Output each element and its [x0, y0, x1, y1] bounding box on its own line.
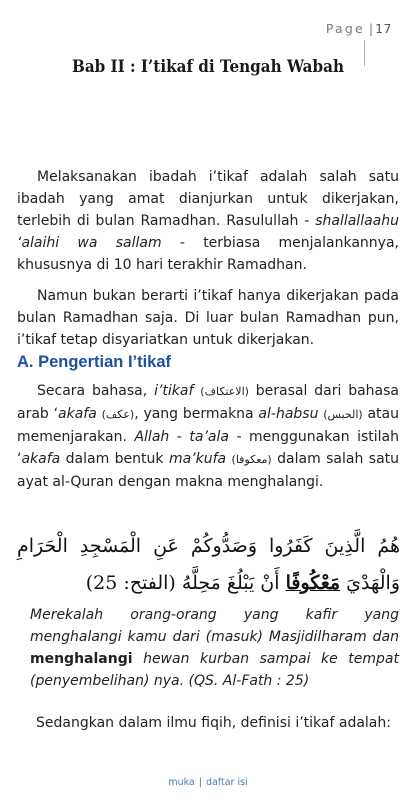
arabic-akafa: (عكف)	[101, 408, 135, 421]
s-text-6: dalam bentuk	[60, 451, 169, 467]
arabic-alhabsu: (الحبس)	[323, 408, 363, 421]
footer-separator: |	[198, 777, 202, 788]
page-number-header	[326, 21, 392, 36]
chapter-title: Bab II : I’tikaf di Tengah Wabah	[71, 57, 345, 76]
s-text-2: berasal dari bahasa arab ‘	[17, 383, 399, 422]
s-text-7: dalam salah satu ayat al-Quran dengan makna menghalangi.	[17, 451, 400, 490]
link-daftar-isi[interactable]: daftar isi	[205, 777, 248, 788]
closing-line: Sedangkan dalam ilmu fiqih, definisi i’tikaf adalah:	[36, 715, 391, 731]
link-muka[interactable]: muka	[168, 777, 195, 788]
translation-a: Merekalah orang-orang yang kafir yang menghalangi kamu dari (masuk) Masjidilharam dan	[30, 607, 399, 645]
verse-part-b: أَنْ يَبْلُغَ مَحِلَّهُ (الفتح: 25)	[85, 572, 286, 594]
footer-nav	[0, 777, 416, 788]
paragraph-ramadhan	[17, 285, 399, 351]
p1-text-a: Melaksanakan ibadah i’tikaf adalah salah satu ibadah yang amat dianjurkan untuk dikerjakan, terlebih di bulan Ramadhan. Rasulullah -	[17, 169, 399, 229]
s-text-5: - menggunakan istilah ‘	[17, 429, 399, 467]
p1-italic: shallallaahu ‘alaihi wa sallam	[17, 213, 399, 251]
arabic-itikaf: (الاعتكاف)	[200, 385, 249, 398]
term-akafa-2: akafa	[21, 451, 61, 467]
page-word: Page	[325, 21, 365, 36]
verse-underlined-word: مَعْكُوفًا	[285, 572, 341, 594]
page-number: 17	[375, 21, 392, 36]
verse-part-a: هُمُ الَّذِينَ كَفَرُوا وَصَدُّوكُمْ عَنِ الْمَسْجِدِ الْحَرَامِ وَالْهَدْيَ	[17, 535, 400, 594]
s-text-1: Secara bahasa,	[37, 383, 155, 399]
term-alhabsu: al-habsu	[258, 406, 319, 422]
s-text-3: , yang bermakna	[134, 406, 259, 422]
arabic-makufa: (معكوفا)	[231, 453, 272, 466]
term-akafa: akafa	[58, 406, 97, 422]
verse-translation	[30, 604, 399, 692]
translation-bold: menghalangi	[30, 651, 133, 667]
term-itikaf: i’tikaf	[154, 383, 194, 399]
p1-text-b: - terbiasa menjalankannya, khususnya di 10 hari terakhir Ramadhan.	[17, 235, 399, 273]
quran-verse	[17, 528, 400, 602]
page-separator: |	[368, 21, 374, 36]
translation-b: hewan kurban sampai ke tempat (penyembelihan) nya. (QS. Al-Fath : 25)	[30, 651, 399, 689]
p2-text: Namun bukan berarti i’tikaf hanya dikerjakan pada bulan Ramadhan saja. Di luar bulan Ramadhan pun, i’tikaf tetap disyariatkan untuk dikerjakan.	[17, 288, 399, 348]
paragraph-intro	[17, 166, 399, 276]
term-allah: Allah - ta’ala	[134, 429, 229, 445]
section-heading: A. Pengertian I’tikaf	[17, 353, 172, 371]
term-makufa: ma’kufa	[168, 451, 227, 467]
paragraph-definition-language	[17, 380, 399, 493]
s-text-4: atau memenjarakan.	[17, 406, 399, 445]
